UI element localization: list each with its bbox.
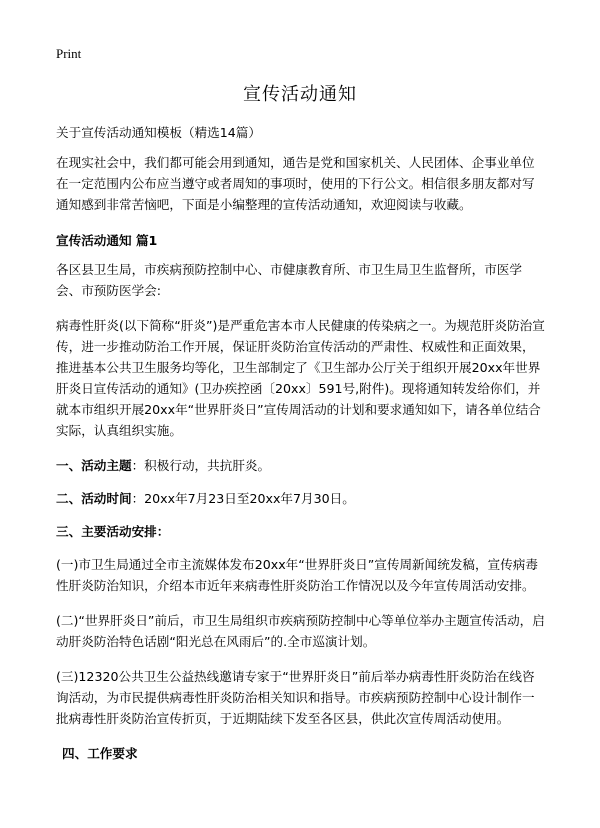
- theme-line: [56, 455, 546, 476]
- arrangement-item: (三)12320公共卫生公益热线邀请专家于“世界肝炎日”前后举办病毒性肝炎防治在线咨询活动，为市民提供病毒性肝炎防治相关知识和指导。市疾病预防控制中心设计制作一批病毒性肝炎防治宣传折页，于近期陆续下发至各区县，供此次宣传周活动使用。: [56, 669, 535, 726]
- recipients-paragraph: 各区县卫生局，市疾病预防控制中心、市健康教育所、市卫生局卫生监督所，市医学会、市预防医学会:: [56, 262, 522, 298]
- time-label: 二、活动时间: [56, 491, 132, 506]
- document-subtitle: 关于宣传活动通知模板（精选14篇）: [56, 125, 261, 140]
- section-heading: 宣传活动通知 篇1: [56, 233, 158, 248]
- theme-value: ：积极行动，共抗肝炎。: [131, 458, 271, 473]
- intro-paragraph: 在现实社会中，我们都可能会用到通知，通告是党和国家机关、人民团体、企事业单位在一定范围内公布应当遵守或者周知的事项时，使用的下行公文。相信很多朋友都对写通知感到非常苦恼吧，下面是小编整理的宣传活动通知，欢迎阅读与收藏。: [56, 155, 535, 212]
- document-body: [56, 122, 546, 764]
- page-title: 宣传活动通知: [243, 84, 357, 105]
- theme-label: 一、活动主题: [56, 458, 132, 473]
- time-value: ：20xx年7月23日至20xx年7月30日。: [131, 491, 355, 506]
- time-line: [56, 488, 546, 509]
- arrangement-item: (二)“世界肝炎日”前后，市卫生局组织市疾病预防控制中心等单位举办主题宣传活动，启动肝炎防治特色话剧“阳光总在风雨后”的.全市巡演计划。: [56, 613, 545, 649]
- body-paragraph: 病毒性肝炎(以下简称“肝炎”)是严重危害本市人民健康的传染病之一。为规范肝炎防治宣传，进一步推动防治工作开展，保证肝炎防治宣传活动的严肃性、权威性和正面效果，推进基本公共卫生服务均等化，卫生部制定了《卫生部办公厅关于组织开展20xx年世界肝炎日宣传活动的通知》(卫办疾控函〔20xx〕591号,附件)。现将通知转发给你们，并就本市组织开展20xx年“世界肝炎日”宣传周活动的计划和要求通知如下，请各单位结合实际，认真组织实施。: [56, 318, 545, 438]
- arrangement-heading: 三、主要活动安排：: [56, 524, 170, 539]
- arrangement-item: (一)市卫生局通过全市主流媒体发布20xx年“世界肝炎日”宣传周新闻统发稿，宣传病毒性肝炎防治知识，介绍本市近年来病毒性肝炎防治工作情况以及今年宣传周活动安排。: [56, 557, 538, 593]
- print-link[interactable]: Print: [56, 46, 82, 61]
- requirements-heading: 四、工作要求: [62, 746, 138, 761]
